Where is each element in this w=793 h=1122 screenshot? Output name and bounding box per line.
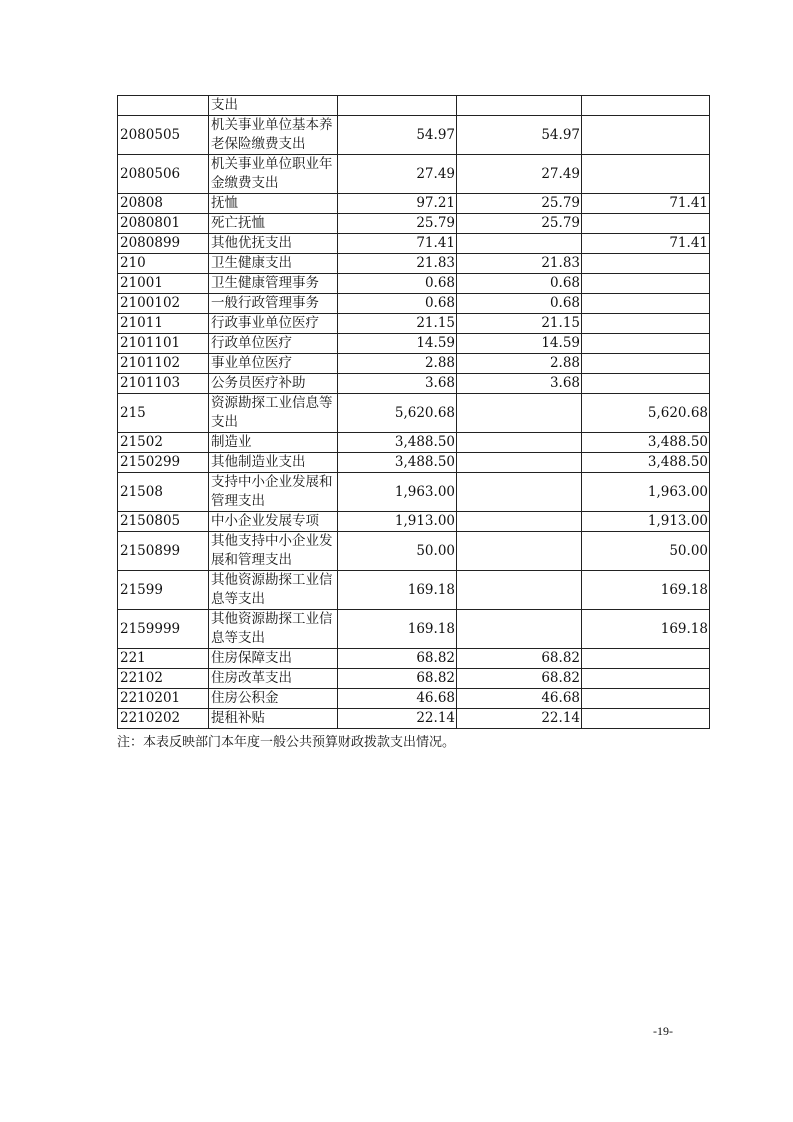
name-cell: 其他优抚支出 <box>209 234 338 254</box>
amount-cell-project: 1,963.00 <box>582 473 710 512</box>
amount-cell-project <box>582 669 710 689</box>
amount-cell-project: 3,488.50 <box>582 433 710 453</box>
name-cell: 住房保障支出 <box>209 649 338 669</box>
amount-cell-project <box>582 254 710 274</box>
table-row <box>118 314 710 334</box>
amount-cell-basic <box>457 234 582 254</box>
name-cell: 公务员医疗补助 <box>209 374 338 394</box>
amount-cell-total: 0.68 <box>338 294 457 314</box>
amount-cell-project: 71.41 <box>582 234 710 254</box>
code-cell: 21502 <box>118 433 209 453</box>
amount-cell-basic <box>457 453 582 473</box>
amount-cell-basic: 2.88 <box>457 354 582 374</box>
amount-cell-project <box>582 354 710 374</box>
amount-cell-project <box>582 274 710 294</box>
table-row <box>118 194 710 214</box>
amount-cell-project <box>582 294 710 314</box>
code-cell: 221 <box>118 649 209 669</box>
code-cell: 2210202 <box>118 709 209 729</box>
table-row <box>118 689 710 709</box>
code-cell: 2101103 <box>118 374 209 394</box>
amount-cell-total: 14.59 <box>338 334 457 354</box>
table-body <box>118 96 710 729</box>
name-cell: 住房公积金 <box>209 689 338 709</box>
amount-cell-project: 169.18 <box>582 610 710 649</box>
code-cell: 2080506 <box>118 155 209 194</box>
amount-cell-total: 169.18 <box>338 610 457 649</box>
name-cell: 提租补贴 <box>209 709 338 729</box>
table-row <box>118 334 710 354</box>
amount-cell-total: 71.41 <box>338 234 457 254</box>
amount-cell-project: 50.00 <box>582 532 710 571</box>
amount-cell-project <box>582 96 710 116</box>
table-row <box>118 571 710 610</box>
code-cell: 21001 <box>118 274 209 294</box>
amount-cell-basic <box>457 394 582 433</box>
name-cell: 制造业 <box>209 433 338 453</box>
amount-cell-basic <box>457 473 582 512</box>
table-row <box>118 214 710 234</box>
amount-cell-total: 1,913.00 <box>338 512 457 532</box>
amount-cell-project: 3,488.50 <box>582 453 710 473</box>
amount-cell-project <box>582 155 710 194</box>
amount-cell-basic <box>457 571 582 610</box>
name-cell: 行政事业单位医疗 <box>209 314 338 334</box>
amount-cell-basic <box>457 96 582 116</box>
amount-cell-project <box>582 116 710 155</box>
amount-cell-basic: 68.82 <box>457 669 582 689</box>
table-row <box>118 155 710 194</box>
amount-cell-total: 1,963.00 <box>338 473 457 512</box>
amount-cell-project <box>582 709 710 729</box>
table-row <box>118 394 710 433</box>
amount-cell-basic: 0.68 <box>457 274 582 294</box>
table-row <box>118 254 710 274</box>
amount-cell-basic: 25.79 <box>457 214 582 234</box>
amount-cell-basic <box>457 512 582 532</box>
amount-cell-project <box>582 649 710 669</box>
amount-cell-total: 3,488.50 <box>338 453 457 473</box>
name-cell: 事业单位医疗 <box>209 354 338 374</box>
amount-cell-project <box>582 689 710 709</box>
table-row <box>118 374 710 394</box>
table-row <box>118 453 710 473</box>
name-cell: 卫生健康管理事务 <box>209 274 338 294</box>
name-cell: 其他支持中小企业发展和管理支出 <box>209 532 338 571</box>
table-row <box>118 433 710 453</box>
name-cell: 机关事业单位职业年金缴费支出 <box>209 155 338 194</box>
table-row <box>118 234 710 254</box>
code-cell: 210 <box>118 254 209 274</box>
table-row <box>118 649 710 669</box>
code-cell: 2101101 <box>118 334 209 354</box>
code-cell: 2080505 <box>118 116 209 155</box>
amount-cell-total: 3.68 <box>338 374 457 394</box>
name-cell: 抚恤 <box>209 194 338 214</box>
name-cell: 其他资源勘探工业信息等支出 <box>209 571 338 610</box>
table-row <box>118 512 710 532</box>
amount-cell-basic: 46.68 <box>457 689 582 709</box>
amount-cell-project: 71.41 <box>582 194 710 214</box>
table-row <box>118 116 710 155</box>
amount-cell-total: 21.15 <box>338 314 457 334</box>
amount-cell-basic: 21.15 <box>457 314 582 334</box>
amount-cell-project: 5,620.68 <box>582 394 710 433</box>
amount-cell-total: 21.83 <box>338 254 457 274</box>
name-cell: 支出 <box>209 96 338 116</box>
name-cell: 死亡抚恤 <box>209 214 338 234</box>
amount-cell-total: 5,620.68 <box>338 394 457 433</box>
table-footnote: 注：本表反映部门本年度一般公共预算财政拨款支出情况。 <box>117 735 456 750</box>
name-cell: 机关事业单位基本养老保险缴费支出 <box>209 116 338 155</box>
name-cell: 其他资源勘探工业信息等支出 <box>209 610 338 649</box>
name-cell: 住房改革支出 <box>209 669 338 689</box>
code-cell: 21011 <box>118 314 209 334</box>
amount-cell-basic <box>457 433 582 453</box>
amount-cell-basic: 3.68 <box>457 374 582 394</box>
name-cell: 其他制造业支出 <box>209 453 338 473</box>
amount-cell-basic: 54.97 <box>457 116 582 155</box>
amount-cell-basic: 21.83 <box>457 254 582 274</box>
table-row <box>118 669 710 689</box>
table-row <box>118 294 710 314</box>
amount-cell-project <box>582 214 710 234</box>
code-cell: 2150299 <box>118 453 209 473</box>
amount-cell-basic: 14.59 <box>457 334 582 354</box>
name-cell: 支持中小企业发展和管理支出 <box>209 473 338 512</box>
table-row <box>118 473 710 512</box>
expenditure-table <box>117 95 710 729</box>
code-cell: 2150805 <box>118 512 209 532</box>
code-cell: 21508 <box>118 473 209 512</box>
code-cell: 215 <box>118 394 209 433</box>
amount-cell-project: 1,913.00 <box>582 512 710 532</box>
table-row <box>118 96 710 116</box>
name-cell: 资源勘探工业信息等支出 <box>209 394 338 433</box>
table-row <box>118 610 710 649</box>
amount-cell-total: 22.14 <box>338 709 457 729</box>
amount-cell-basic: 68.82 <box>457 649 582 669</box>
amount-cell-basic: 25.79 <box>457 194 582 214</box>
amount-cell-total: 68.82 <box>338 649 457 669</box>
name-cell: 中小企业发展专项 <box>209 512 338 532</box>
amount-cell-basic <box>457 532 582 571</box>
amount-cell-total <box>338 96 457 116</box>
amount-cell-total: 27.49 <box>338 155 457 194</box>
code-cell: 21599 <box>118 571 209 610</box>
code-cell: 2210201 <box>118 689 209 709</box>
table-row <box>118 274 710 294</box>
code-cell: 2150899 <box>118 532 209 571</box>
code-cell: 2080801 <box>118 214 209 234</box>
amount-cell-project <box>582 314 710 334</box>
amount-cell-total: 46.68 <box>338 689 457 709</box>
amount-cell-total: 68.82 <box>338 669 457 689</box>
code-cell: 2159999 <box>118 610 209 649</box>
code-cell: 2101102 <box>118 354 209 374</box>
table-row <box>118 709 710 729</box>
amount-cell-total: 3,488.50 <box>338 433 457 453</box>
code-cell: 2080899 <box>118 234 209 254</box>
amount-cell-project <box>582 334 710 354</box>
page-number: -19- <box>653 1024 673 1038</box>
table-row <box>118 354 710 374</box>
amount-cell-basic <box>457 610 582 649</box>
amount-cell-basic: 22.14 <box>457 709 582 729</box>
code-cell <box>118 96 209 116</box>
amount-cell-basic: 0.68 <box>457 294 582 314</box>
amount-cell-total: 54.97 <box>338 116 457 155</box>
code-cell: 22102 <box>118 669 209 689</box>
amount-cell-project: 169.18 <box>582 571 710 610</box>
name-cell: 行政单位医疗 <box>209 334 338 354</box>
code-cell: 2100102 <box>118 294 209 314</box>
amount-cell-total: 50.00 <box>338 532 457 571</box>
amount-cell-total: 97.21 <box>338 194 457 214</box>
amount-cell-total: 0.68 <box>338 274 457 294</box>
code-cell: 20808 <box>118 194 209 214</box>
amount-cell-basic: 27.49 <box>457 155 582 194</box>
amount-cell-project <box>582 374 710 394</box>
name-cell: 一般行政管理事务 <box>209 294 338 314</box>
name-cell: 卫生健康支出 <box>209 254 338 274</box>
amount-cell-total: 2.88 <box>338 354 457 374</box>
amount-cell-total: 169.18 <box>338 571 457 610</box>
amount-cell-total: 25.79 <box>338 214 457 234</box>
table-row <box>118 532 710 571</box>
